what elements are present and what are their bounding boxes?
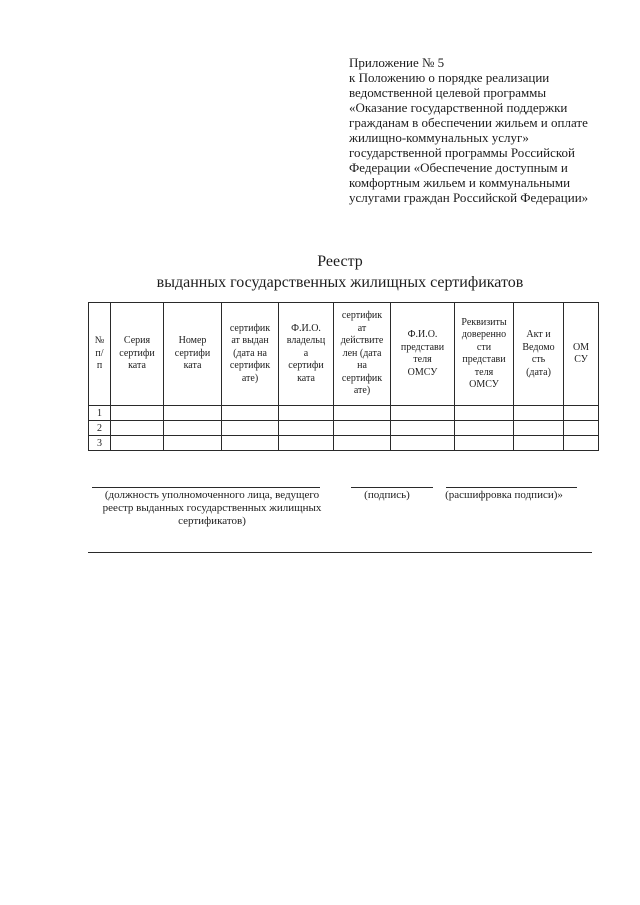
table-cell [455, 421, 514, 436]
table-cell [455, 436, 514, 451]
header-power-of-attorney: Реквизиты доверенно сти представи теля ОМСУ [455, 303, 514, 406]
table-header-row [89, 303, 599, 406]
table-row [89, 436, 599, 451]
signature-caption: (подпись) [364, 489, 410, 501]
position-signature-line [92, 487, 320, 488]
table-cell [391, 421, 455, 436]
table-cell [564, 421, 599, 436]
signature-line [351, 487, 433, 488]
table-cell [564, 406, 599, 421]
table-cell [164, 406, 222, 421]
registry-table [88, 302, 599, 451]
appendix-line: Приложение № 5 [349, 55, 445, 70]
header-representative-name: Ф.И.О. представи теля ОМСУ [391, 303, 455, 406]
document-title [120, 251, 560, 293]
row-number: 1 [89, 406, 111, 421]
table-cell [455, 406, 514, 421]
table-cell [514, 436, 564, 451]
table-cell [279, 406, 334, 421]
table-cell [514, 421, 564, 436]
appendix-line: ведомственной целевой программы [349, 85, 547, 100]
header-number: № п/ п [89, 303, 111, 406]
decode-caption: (расшифровка подписи)» [445, 489, 563, 501]
table-cell [514, 406, 564, 421]
table-cell [111, 406, 164, 421]
header-issued-date: сертифик ат выдан (дата на сертифик ате) [222, 303, 279, 406]
table-cell [279, 421, 334, 436]
appendix-line: гражданам в обеспечении жильем и оплате [349, 115, 588, 130]
bottom-rule [88, 552, 592, 553]
title-subtitle: выданных государственных жилищных сертификатов [156, 274, 524, 291]
table-cell [164, 421, 222, 436]
table-cell [334, 436, 391, 451]
appendix-line: Федерации «Обеспечение доступным и [349, 160, 568, 175]
header-series: Серия сертифи ката [111, 303, 164, 406]
header-valid-date: сертифик ат действите лен (дата на сертифик ате) [334, 303, 391, 406]
table-cell [222, 406, 279, 421]
position-caption-line: (должность уполномоченного лица, ведущего [104, 489, 320, 501]
table-cell [222, 436, 279, 451]
table-cell [111, 436, 164, 451]
header-omsu: ОМ СУ [564, 303, 599, 406]
appendix-line: государственной программы Российской [349, 145, 575, 160]
header-owner-name: Ф.И.О. владельц а сертифи ката [279, 303, 334, 406]
appendix-line: жилищно-коммунальных услуг» [349, 130, 529, 145]
header-act-date: Акт и Ведомо сть (дата) [514, 303, 564, 406]
title-main: Реестр [317, 253, 363, 270]
appendix-line: услугами граждан Российской Федерации» [349, 190, 589, 205]
header-cert-number: Номер сертифи ката [164, 303, 222, 406]
table-cell [111, 421, 164, 436]
appendix-line: «Оказание государственной поддержки [349, 100, 568, 115]
decode-signature-line [446, 487, 577, 488]
position-caption [92, 489, 332, 528]
table-cell [334, 406, 391, 421]
position-caption-line: сертификатов) [178, 515, 246, 527]
appendix-header [349, 55, 629, 205]
table-cell [391, 406, 455, 421]
appendix-line: к Положению о порядке реализации [349, 70, 550, 85]
appendix-line: комфортным жильем и коммунальными [349, 175, 571, 190]
position-caption-line: реестр выданных государственных жилищных [102, 502, 322, 514]
table-row [89, 406, 599, 421]
row-number: 3 [89, 436, 111, 451]
table-row [89, 421, 599, 436]
table-cell [164, 436, 222, 451]
table-cell [222, 421, 279, 436]
table-cell [564, 436, 599, 451]
table-cell [334, 421, 391, 436]
row-number: 2 [89, 421, 111, 436]
table-cell [279, 436, 334, 451]
table-cell [391, 436, 455, 451]
